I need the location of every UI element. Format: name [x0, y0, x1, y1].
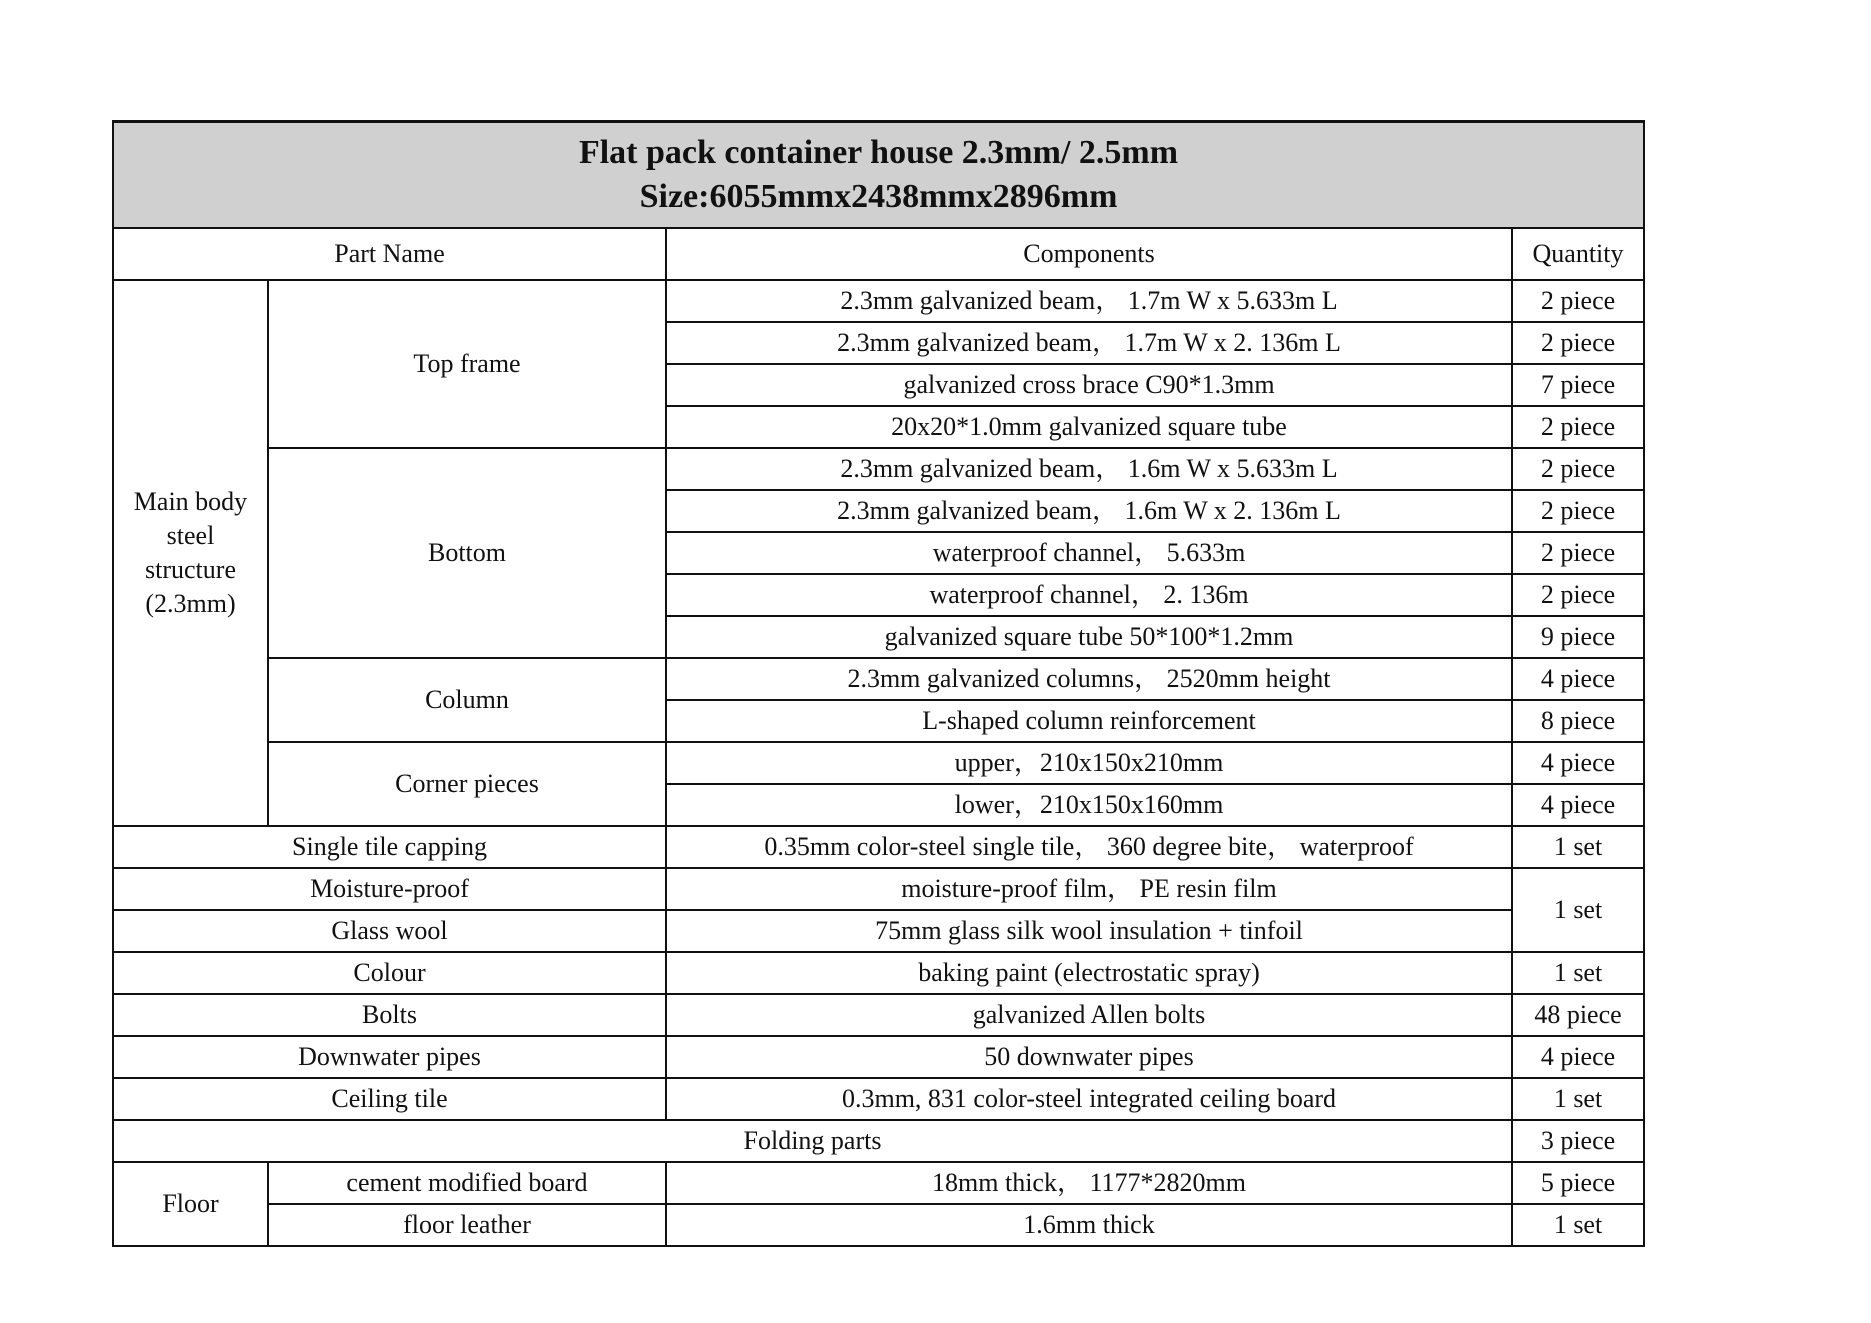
quantity-cell: 1 set [1512, 868, 1644, 952]
component-cell: 18mm thick， 1177*2820mm [666, 1162, 1512, 1204]
table-row [113, 658, 1644, 700]
quantity-cell: 1 set [1512, 1078, 1644, 1120]
title-row [113, 122, 1644, 229]
component-cell: waterproof channel， 2. 136m [666, 574, 1512, 616]
quantity-cell: 1 set [1512, 826, 1644, 868]
quantity-cell: 4 piece [1512, 1036, 1644, 1078]
component-cell: upper，210x150x210mm [666, 742, 1512, 784]
table-row [113, 742, 1644, 784]
quantity-cell: 1 set [1512, 952, 1644, 994]
group-label: Top frame [268, 280, 666, 448]
quantity-cell: 2 piece [1512, 406, 1644, 448]
table-row [113, 1036, 1644, 1078]
component-cell: 0.3mm, 831 color-steel integrated ceiling board [666, 1078, 1512, 1120]
quantity-cell: 2 piece [1512, 574, 1644, 616]
quantity-cell: 3 piece [1512, 1120, 1644, 1162]
part-cell: Folding parts [113, 1120, 1512, 1162]
part-cell: floor leather [268, 1204, 666, 1246]
component-cell: galvanized Allen bolts [666, 994, 1512, 1036]
header-quantity: Quantity [1512, 228, 1644, 280]
group-label: Bottom [268, 448, 666, 658]
header-row [113, 228, 1644, 280]
table-row [113, 1120, 1644, 1162]
component-cell: moisture-proof film， PE resin film [666, 868, 1512, 910]
quantity-cell: 2 piece [1512, 490, 1644, 532]
header-part-name: Part Name [113, 228, 666, 280]
part-cell: cement modified board [268, 1162, 666, 1204]
floor-label: Floor [113, 1162, 268, 1246]
quantity-cell: 8 piece [1512, 700, 1644, 742]
quantity-cell: 48 piece [1512, 994, 1644, 1036]
quantity-cell: 7 piece [1512, 364, 1644, 406]
quantity-cell: 4 piece [1512, 658, 1644, 700]
component-cell: 75mm glass silk wool insulation + tinfoil [666, 910, 1512, 952]
quantity-cell: 2 piece [1512, 322, 1644, 364]
title-line-2: Size:6055mmx2438mmx2896mm [639, 178, 1118, 215]
part-cell: Ceiling tile [113, 1078, 666, 1120]
header-components: Components [666, 228, 1512, 280]
table-title [113, 122, 1644, 229]
component-cell: 50 downwater pipes [666, 1036, 1512, 1078]
table-row [113, 1162, 1644, 1204]
quantity-cell: 2 piece [1512, 532, 1644, 574]
part-cell: Moisture-proof [113, 868, 666, 910]
component-cell: 2.3mm galvanized beam， 1.7m W x 5.633m L [666, 280, 1512, 322]
component-cell: galvanized cross brace C90*1.3mm [666, 364, 1512, 406]
quantity-cell: 2 piece [1512, 448, 1644, 490]
table-row [113, 910, 1644, 952]
part-cell: Single tile capping [113, 826, 666, 868]
table-row [113, 280, 1644, 322]
table-row [113, 448, 1644, 490]
quantity-cell: 4 piece [1512, 742, 1644, 784]
quantity-cell: 5 piece [1512, 1162, 1644, 1204]
part-cell: Colour [113, 952, 666, 994]
spec-sheet [112, 120, 1643, 1247]
spec-table [112, 120, 1645, 1247]
quantity-cell: 1 set [1512, 1204, 1644, 1246]
quantity-cell: 4 piece [1512, 784, 1644, 826]
table-row [113, 1204, 1644, 1246]
component-cell: 2.3mm galvanized beam， 1.6m W x 2. 136m L [666, 490, 1512, 532]
group-label: Corner pieces [268, 742, 666, 826]
table-row [113, 952, 1644, 994]
part-cell: Glass wool [113, 910, 666, 952]
component-cell: L-shaped column reinforcement [666, 700, 1512, 742]
quantity-cell: 9 piece [1512, 616, 1644, 658]
table-row [113, 1078, 1644, 1120]
component-cell: 2.3mm galvanized columns， 2520mm height [666, 658, 1512, 700]
quantity-cell: 2 piece [1512, 280, 1644, 322]
main-body-label: Main body steel structure (2.3mm) [113, 280, 268, 826]
table-row [113, 826, 1644, 868]
table-row [113, 994, 1644, 1036]
component-cell: lower，210x150x160mm [666, 784, 1512, 826]
component-cell: baking paint (electrostatic spray) [666, 952, 1512, 994]
component-cell: waterproof channel， 5.633m [666, 532, 1512, 574]
part-cell: Downwater pipes [113, 1036, 666, 1078]
component-cell: galvanized square tube 50*100*1.2mm [666, 616, 1512, 658]
group-label: Column [268, 658, 666, 742]
component-cell: 2.3mm galvanized beam， 1.7m W x 2. 136m L [666, 322, 1512, 364]
component-cell: 20x20*1.0mm galvanized square tube [666, 406, 1512, 448]
table-row [113, 868, 1644, 910]
title-line-1: Flat pack container house 2.3mm/ 2.5mm [578, 134, 1179, 171]
component-cell: 0.35mm color-steel single tile， 360 degree bite， waterproof [666, 826, 1512, 868]
component-cell: 2.3mm galvanized beam， 1.6m W x 5.633m L [666, 448, 1512, 490]
part-cell: Bolts [113, 994, 666, 1036]
component-cell: 1.6mm thick [666, 1204, 1512, 1246]
